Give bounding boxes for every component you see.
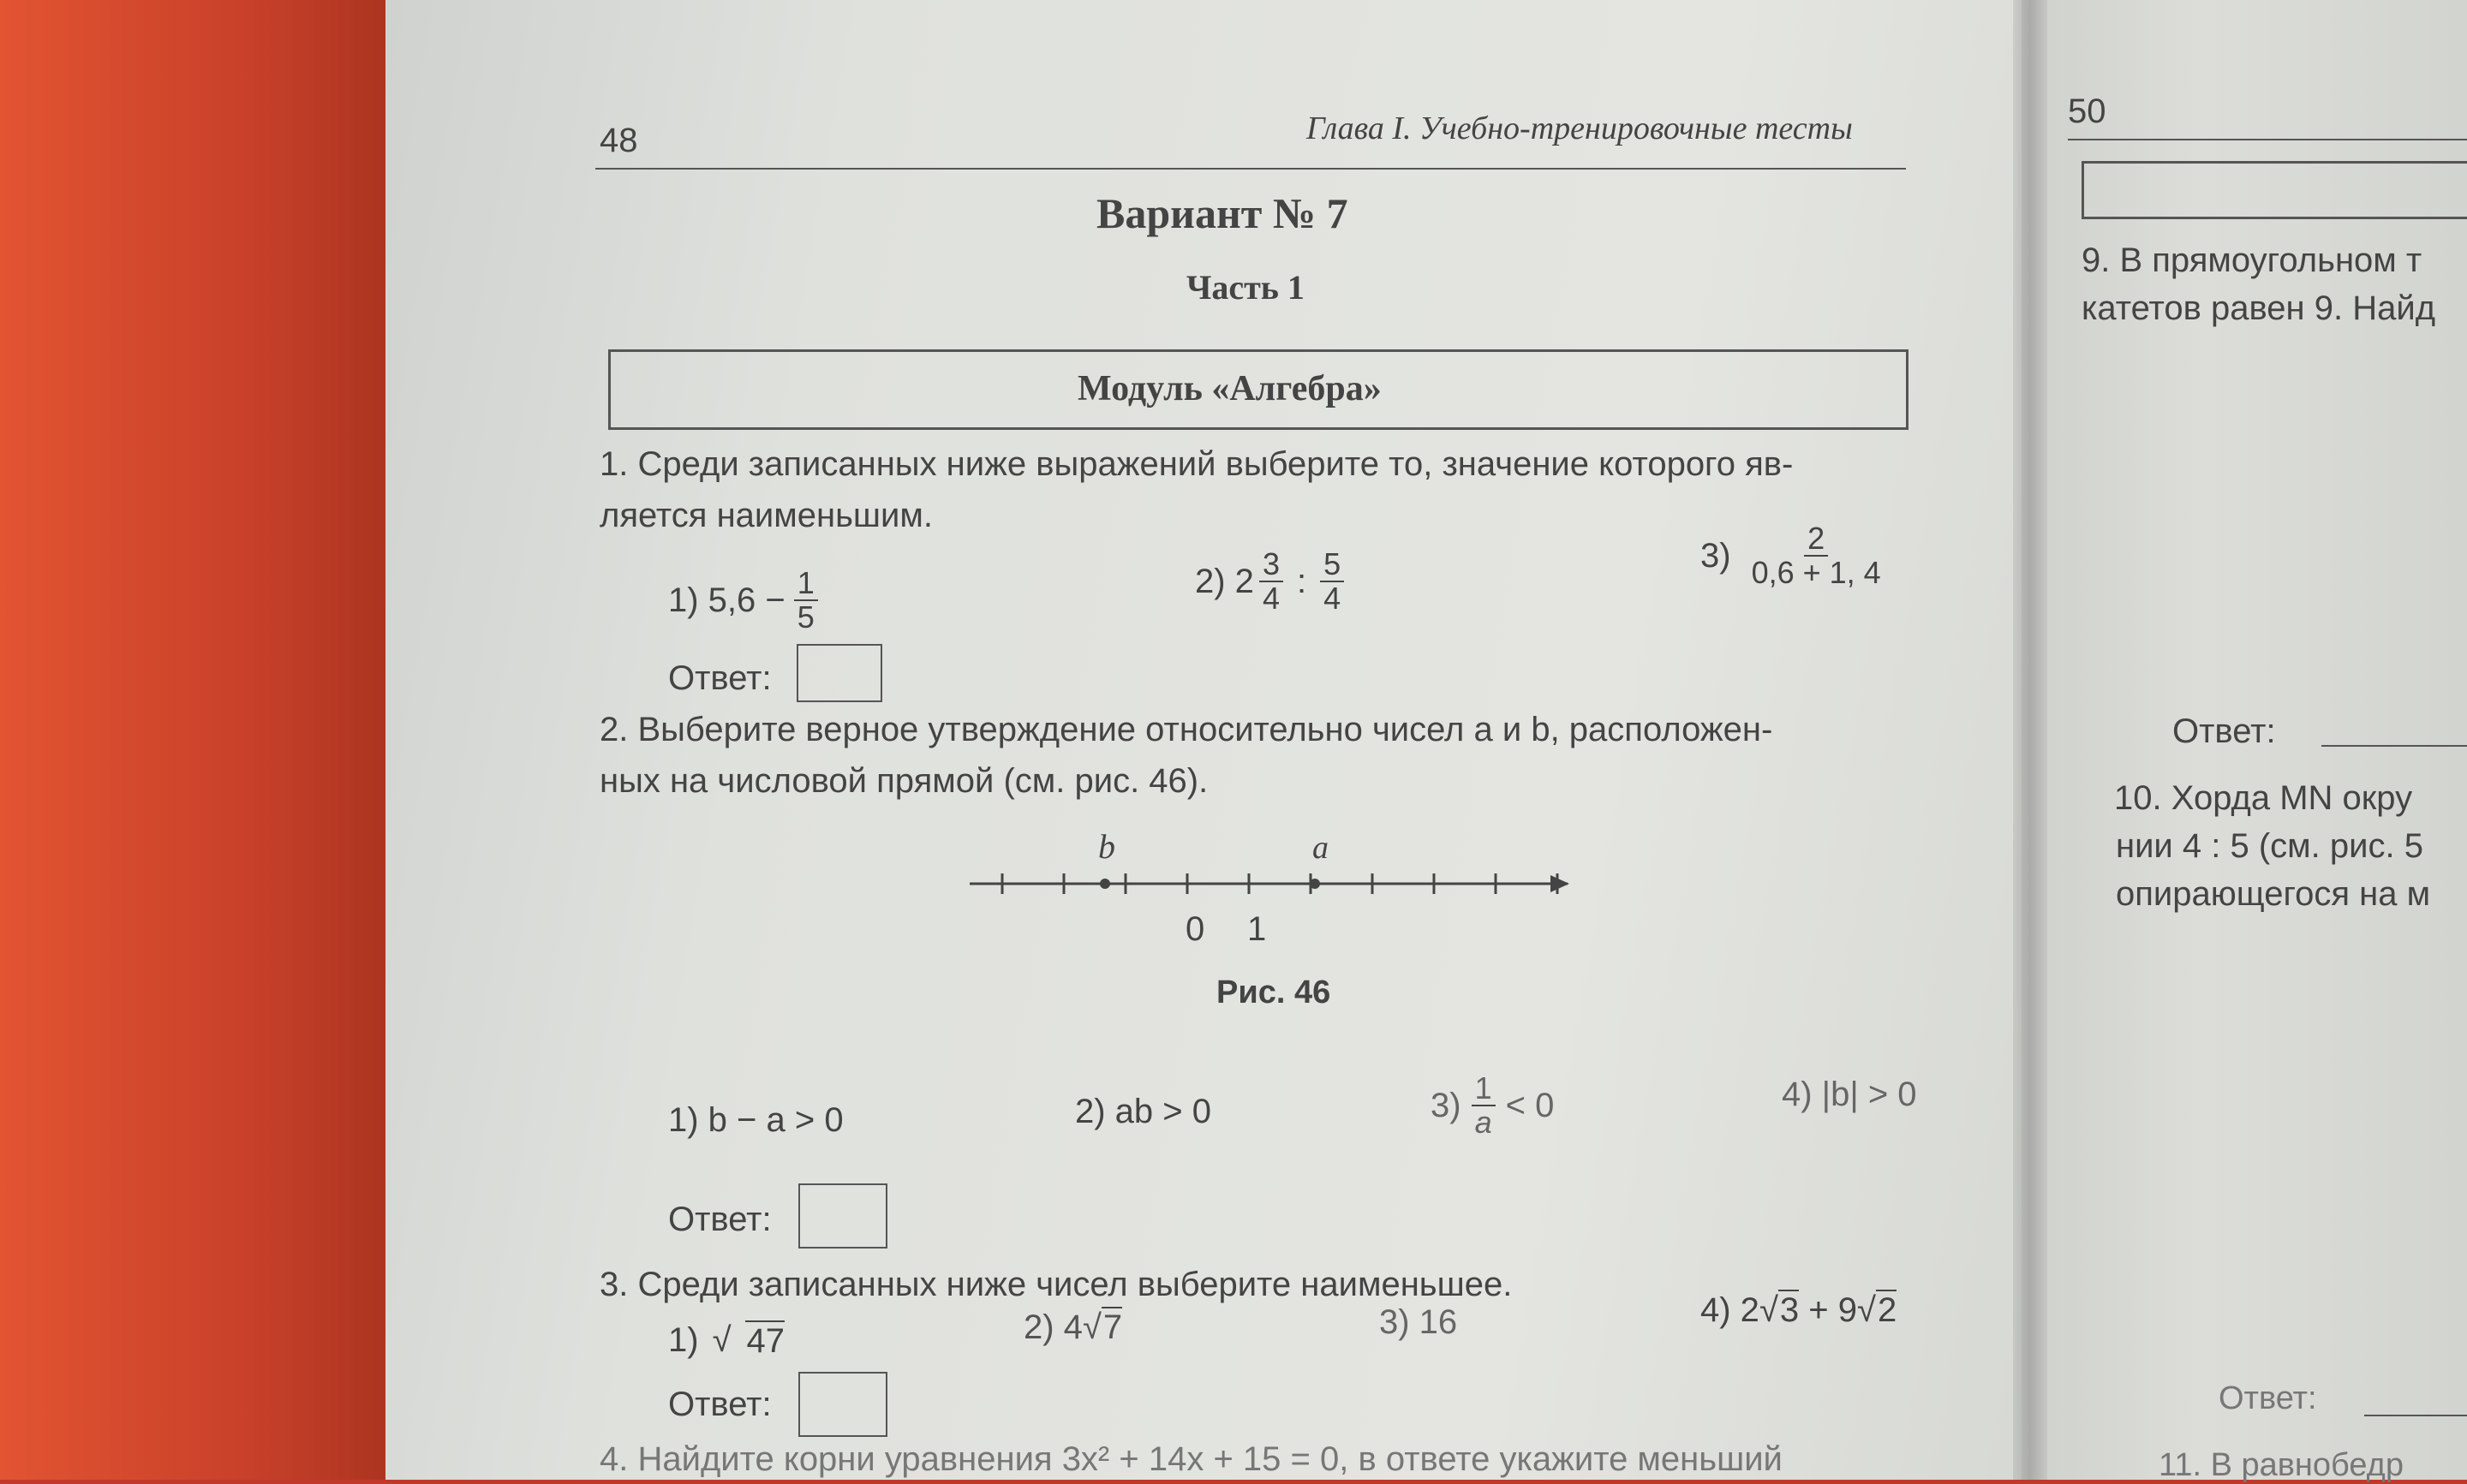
part-title: Часть 1 xyxy=(1186,268,1305,307)
sqrt-icon: √ xyxy=(1856,1291,1876,1329)
q2-text-line1: 2. Выберите верное утверждение относительно чисел a и b, расположен- xyxy=(600,711,1773,748)
fraction-numerator: 1 xyxy=(1472,1072,1496,1106)
q4-partial-text: 4. Найдите корни уравнения 3x² + 14x + 15 = 0, в ответе укажите меньший xyxy=(600,1440,1783,1478)
fraction-numerator: 5 xyxy=(1320,548,1344,582)
q1-option-2-colon: : xyxy=(1296,562,1307,600)
q1-option-1-fraction xyxy=(794,567,818,634)
number-line-arrow xyxy=(1550,875,1569,892)
point-b-label: b xyxy=(1098,827,1115,866)
q1-text-line2: ляется наименьшим. xyxy=(600,497,933,534)
sqrt-icon: √ xyxy=(712,1321,732,1359)
fraction-denominator: 5 xyxy=(797,599,815,635)
q2-answer-label: Ответ: xyxy=(668,1201,772,1238)
page-number-left: 48 xyxy=(600,122,638,159)
q3-option-4-prefix: 4) 2 xyxy=(1700,1291,1759,1329)
q9-line2: катетов равен 9. Найд xyxy=(2082,289,2436,327)
q11-partial-text: 11. В равнобедр xyxy=(2159,1447,2404,1483)
right-header-box xyxy=(2082,161,2467,219)
point-a-label: a xyxy=(1312,830,1329,866)
q2-option-2: 2) ab > 0 xyxy=(1075,1093,1212,1130)
fraction-denominator: 4 xyxy=(1262,581,1280,616)
q3-option-1 xyxy=(668,1320,785,1361)
book-fold xyxy=(2013,0,2047,1480)
q2-option-3-prefix: 3) xyxy=(1431,1086,1461,1124)
q1-option-2 xyxy=(1195,548,1344,615)
right-answer-line-1[interactable] xyxy=(2321,745,2467,747)
q3-option-1-radicand: 47 xyxy=(746,1322,785,1360)
number-line-figure xyxy=(959,822,1576,951)
q1-answer-label: Ответ: xyxy=(668,659,772,697)
q2-text-line2: ных на числовой прямой (см. рис. 46). xyxy=(600,762,1209,800)
q3-text-line1: 3. Среди записанных ниже чисел выберите наименьшее. xyxy=(600,1266,1513,1303)
q2-option-3 xyxy=(1431,1072,1554,1139)
q3-option-1-prefix: 1) xyxy=(668,1321,699,1359)
sqrt-icon: √ xyxy=(1759,1291,1778,1329)
variant-title: Вариант № 7 xyxy=(1096,189,1348,237)
fraction-denominator: 0,6 + 1, 4 xyxy=(1751,555,1881,590)
module-title: Модуль «Алгебра» xyxy=(1078,369,1382,408)
desk-background xyxy=(0,0,403,1480)
q1-text-line1: 1. Среди записанных ниже выражений выберите то, значение которого яв- xyxy=(600,445,1794,483)
q3-option-4-mid: + 9 xyxy=(1799,1291,1857,1329)
q1-option-1-prefix: 1) 5,6 − xyxy=(668,581,785,619)
q1-option-3 xyxy=(1700,522,1885,589)
q2-option-1: 1) b − a > 0 xyxy=(668,1101,844,1139)
q1-answer-box[interactable] xyxy=(797,644,882,702)
q2-answer-box[interactable] xyxy=(798,1183,887,1249)
q1-option-2-fraction xyxy=(1320,548,1344,615)
q10-line2: нии 4 : 5 (см. рис. 5 xyxy=(2116,827,2423,865)
q10-line3: опирающегося на м xyxy=(2116,875,2431,913)
right-header-rule xyxy=(2068,139,2467,140)
q3-option-2 xyxy=(1024,1308,1122,1347)
q3-option-2-prefix: 2) 4 xyxy=(1024,1308,1083,1346)
fraction-numerator: 1 xyxy=(794,567,818,601)
point-b-marker xyxy=(1100,879,1110,889)
q1-option-3-prefix: 3) xyxy=(1700,536,1731,575)
page-number-right: 50 xyxy=(2068,92,2106,130)
q3-option-3: 3) 16 xyxy=(1379,1303,1458,1341)
q2-option-4: 4) |b| > 0 xyxy=(1782,1076,1917,1113)
fraction-denominator: a xyxy=(1474,1105,1492,1140)
right-answer-line-2[interactable] xyxy=(2364,1415,2467,1416)
q3-answer-box[interactable] xyxy=(798,1372,887,1437)
q3-option-2-radicand: 7 xyxy=(1102,1308,1123,1346)
tick-label-0: 0 xyxy=(1186,910,1205,948)
fraction-denominator: 4 xyxy=(1323,581,1341,616)
tick-label-1: 1 xyxy=(1247,910,1267,948)
fraction-numerator: 2 xyxy=(1804,522,1828,557)
running-header: Глава I. Учебно-тренировочные тесты xyxy=(1306,110,1853,146)
fraction-numerator: 3 xyxy=(1259,548,1283,582)
q3-answer-label: Ответ: xyxy=(668,1386,772,1423)
header-rule xyxy=(595,168,1906,170)
q1-option-2-mixed-fraction xyxy=(1259,548,1283,615)
q3-option-4 xyxy=(1700,1291,1897,1330)
point-a-marker xyxy=(1310,879,1320,889)
figure-caption: Рис. 46 xyxy=(1216,974,1331,1010)
q1-option-1 xyxy=(668,567,818,634)
q3-option-4-radicand-1: 3 xyxy=(1779,1291,1800,1329)
q9-line1: 9. В прямоугольном т xyxy=(2082,241,2422,279)
q2-option-3-suffix: < 0 xyxy=(1505,1086,1555,1124)
q1-option-2-prefix: 2) 2 xyxy=(1195,562,1254,600)
q2-option-3-fraction xyxy=(1472,1072,1496,1139)
q3-option-4-radicand-2: 2 xyxy=(1877,1291,1897,1329)
sqrt-icon: √ xyxy=(1082,1308,1102,1346)
right-answer-label-1: Ответ: xyxy=(2172,712,2276,750)
q10-line1: 10. Хорда MN окру xyxy=(2114,779,2413,817)
right-answer-label-2: Ответ: xyxy=(2219,1380,2317,1416)
q1-option-3-fraction xyxy=(1748,522,1885,589)
